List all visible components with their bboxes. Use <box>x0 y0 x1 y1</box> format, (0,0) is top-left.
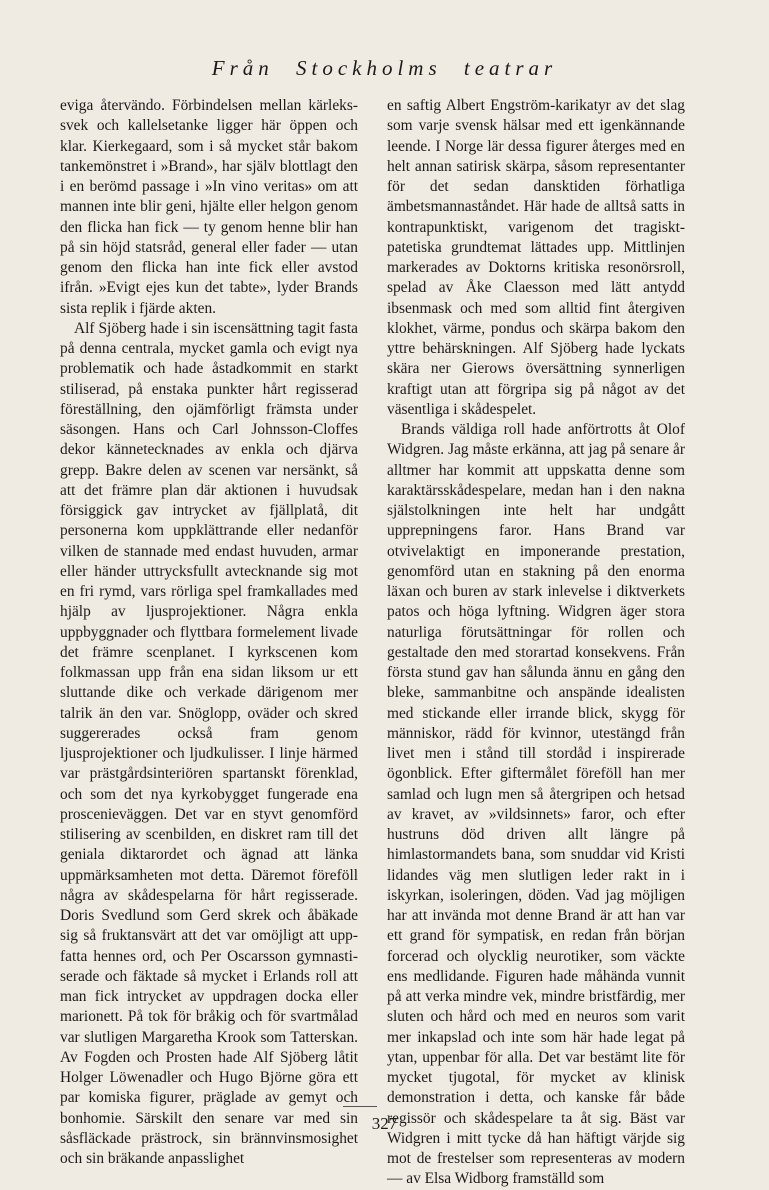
running-header: Från Stockholms teatrar <box>211 56 558 80</box>
footer-rule <box>343 1106 377 1107</box>
paragraph: Brands väldiga roll hade anförtrotts åt Olof Widgren. Jag måste erkänna, att jag på senare år alltmer har kommit att uppskatta denne som karaktärsskådespelare, medan han i den nakna själstolkningen inte helt har undgått upprepningens faror. Hans Brand var otvivelaktigt en imponerande prestation, genomförd utan en stakning på den enorma läxan och buren av stark inlevelse i diktverkets patos och höga lyftning. Widgren äger stora naturliga förutsättningar för rollen och gestaltade den med storartad konsekvens. Från första stund gav han sålunda ännu en gång den bleke, sammanbitne och anspände idealisten med stickande eller irrande blick, skygg för människor, rädd för kvinnor, utestängd från livet men i stånd till stordåd i inspirerade ögonblick. Efter giftermålet föreföll han mer samlad och lugn men så återgripen och hetsad av kravet, av »vildsinnets» faror, och efter hustruns död driven allt längre på himlastormandets bana, som snuddar vid Kristi lidandes väg men slutligen leder rakt in i iskyrkan, isoleringen, döden. Vad jag möjligen har att invända mot denne Brand är att han var ett grand för sympatisk, en redan från början forcerad och olycklig neurotiker, som väckte ens medlidande. Figuren hade måhända vunnit på att verka mindre vek, mindre bristfärdig, mer sluten och hård och med en neuros som varit mer inkapslad och inte som här hade legat på ytan, uppenbar för alla. Det var bestämt lite för mycket tjugotal, för mycket av klinisk demonstration i detta, och kanske får både regissör och skådespelare ta åt sig. Bäst var Widgren i mitt tycke då han häftigt värjde sig mot de frestelser som representeras av modern — av Elsa Widborg framställd som <box>387 421 685 1188</box>
right-column <box>387 96 685 1190</box>
paragraph: Alf Sjöberg hade i sin iscensättning tagit fasta på denna centrala, mycket gamla och evigt nya problematik och hade åstadkommit en starkt stiliserad, på enstaka punkter hårt regisserad föreställning, den ojämförligt främsta under säsongen. Hans och Carl Johnsson-Cloffes dekor kännetecknades av enkla och djärva grepp. Bakre delen av scenen var nersänkt, så att det främre plan där aktionen i huvudsak försiggick gav intrycket av fjällplatå, dit personerna kom uppklättrande eller nedanför vilken de stannade med endast huvuden, armar eller händer uttrycksfullt avtecknande sig mot en fri rymd, vars rörliga spel framkallades med hjälp av ljusprojektioner. Några enkla uppbyggnader och flyttbara formelement livade det främre scenplanet. I kyrkscenen kom folkmassan upp från ena sidan liksom ur ett sluttande dike och verkade därigenom mer talrik än den var. Snöglopp, oväder och skred suggererades också fram genom ljusprojektioner och ljudkulisser. I linje härmed var prästgårdsinteriören spartanskt förenklad, och som det nya kyrkobygget fungerade ena proscenieväggen. Det var en styvt genomförd stilisering av scenbilden, en diskret ram till det geniala diktarordet och ägnad att länka uppmärksamheten mot detta. Däremot föreföll några av skådespelarna för hårt regisserade. Doris Svedlund som Gerd skrek och åbäkade sig så fruktansvärt att det var omöjligt att uppfatta hennes ord, och Per Oscarsson gymnastiserade och fäktade så mycket i Erlands roll att man fick intrycket av uppdragen docka eller marionett. På tok för bråkig och för svartmålad var slutligen Margaretha Krook som Tatterskan. Av Fogden och Prosten hade Alf Sjöberg låtit Holger Löwenadler och Hugo Björne göra ett par komiska figurer, präglade av gemyt och bonhomie. Särskilt den senare var med sin såsfläckade prästrock, sin brännvinsmosighet och sin bräkande anpasslighet <box>60 319 358 1167</box>
left-column <box>60 96 358 1169</box>
paragraph: en saftig Albert Engström-karikatyr av det slag som varje svensk hälsar med ett igenkännande leende. I Norge lär dessa figurer återges med en helt annan satirisk skärpa, såsom representanter för det sedan dansktiden förhatliga ämbetsmannaståndet. Här hade de alltså satts in kontrapunktiskt, varigenom det tragiskt-patetiska grundtemat lättades upp. Mittlinjen markerades av Doktorns kritiska resonörsroll, spelad av Åke Claesson med lätt antydd ibsenmask och med som alltid fint återgiven klokhet, värme, pondus och skärpa bakom den yttre behärskningen. Alf Sjöberg hade lyckats skära ner Gierows översättning synnerligen kraftigt utan att förgripa sig på något av det väsentliga i skådespelet. <box>387 97 685 418</box>
paragraph: eviga återvändo. Förbindelsen mellan kärlekssvek och kallelsetanke ligger här öppen och klar. Kierkegaard, som i så mycket står bakom tankemönstret i »Brand», har själv blottlagt den i en berömd passage i »In vino veritas» om att mannen inte blir geni, hjälte eller helgon genom den flicka han fick — ty genom henne blir han på sin höjd statsråd, general eller fader — utan genom den flicka han inte fick eller avstod ifrån. »Evigt ejes kun det tabte», lyder Brands sista replik i fjärde akten. <box>60 97 358 317</box>
page-number: 327 <box>371 1114 398 1133</box>
